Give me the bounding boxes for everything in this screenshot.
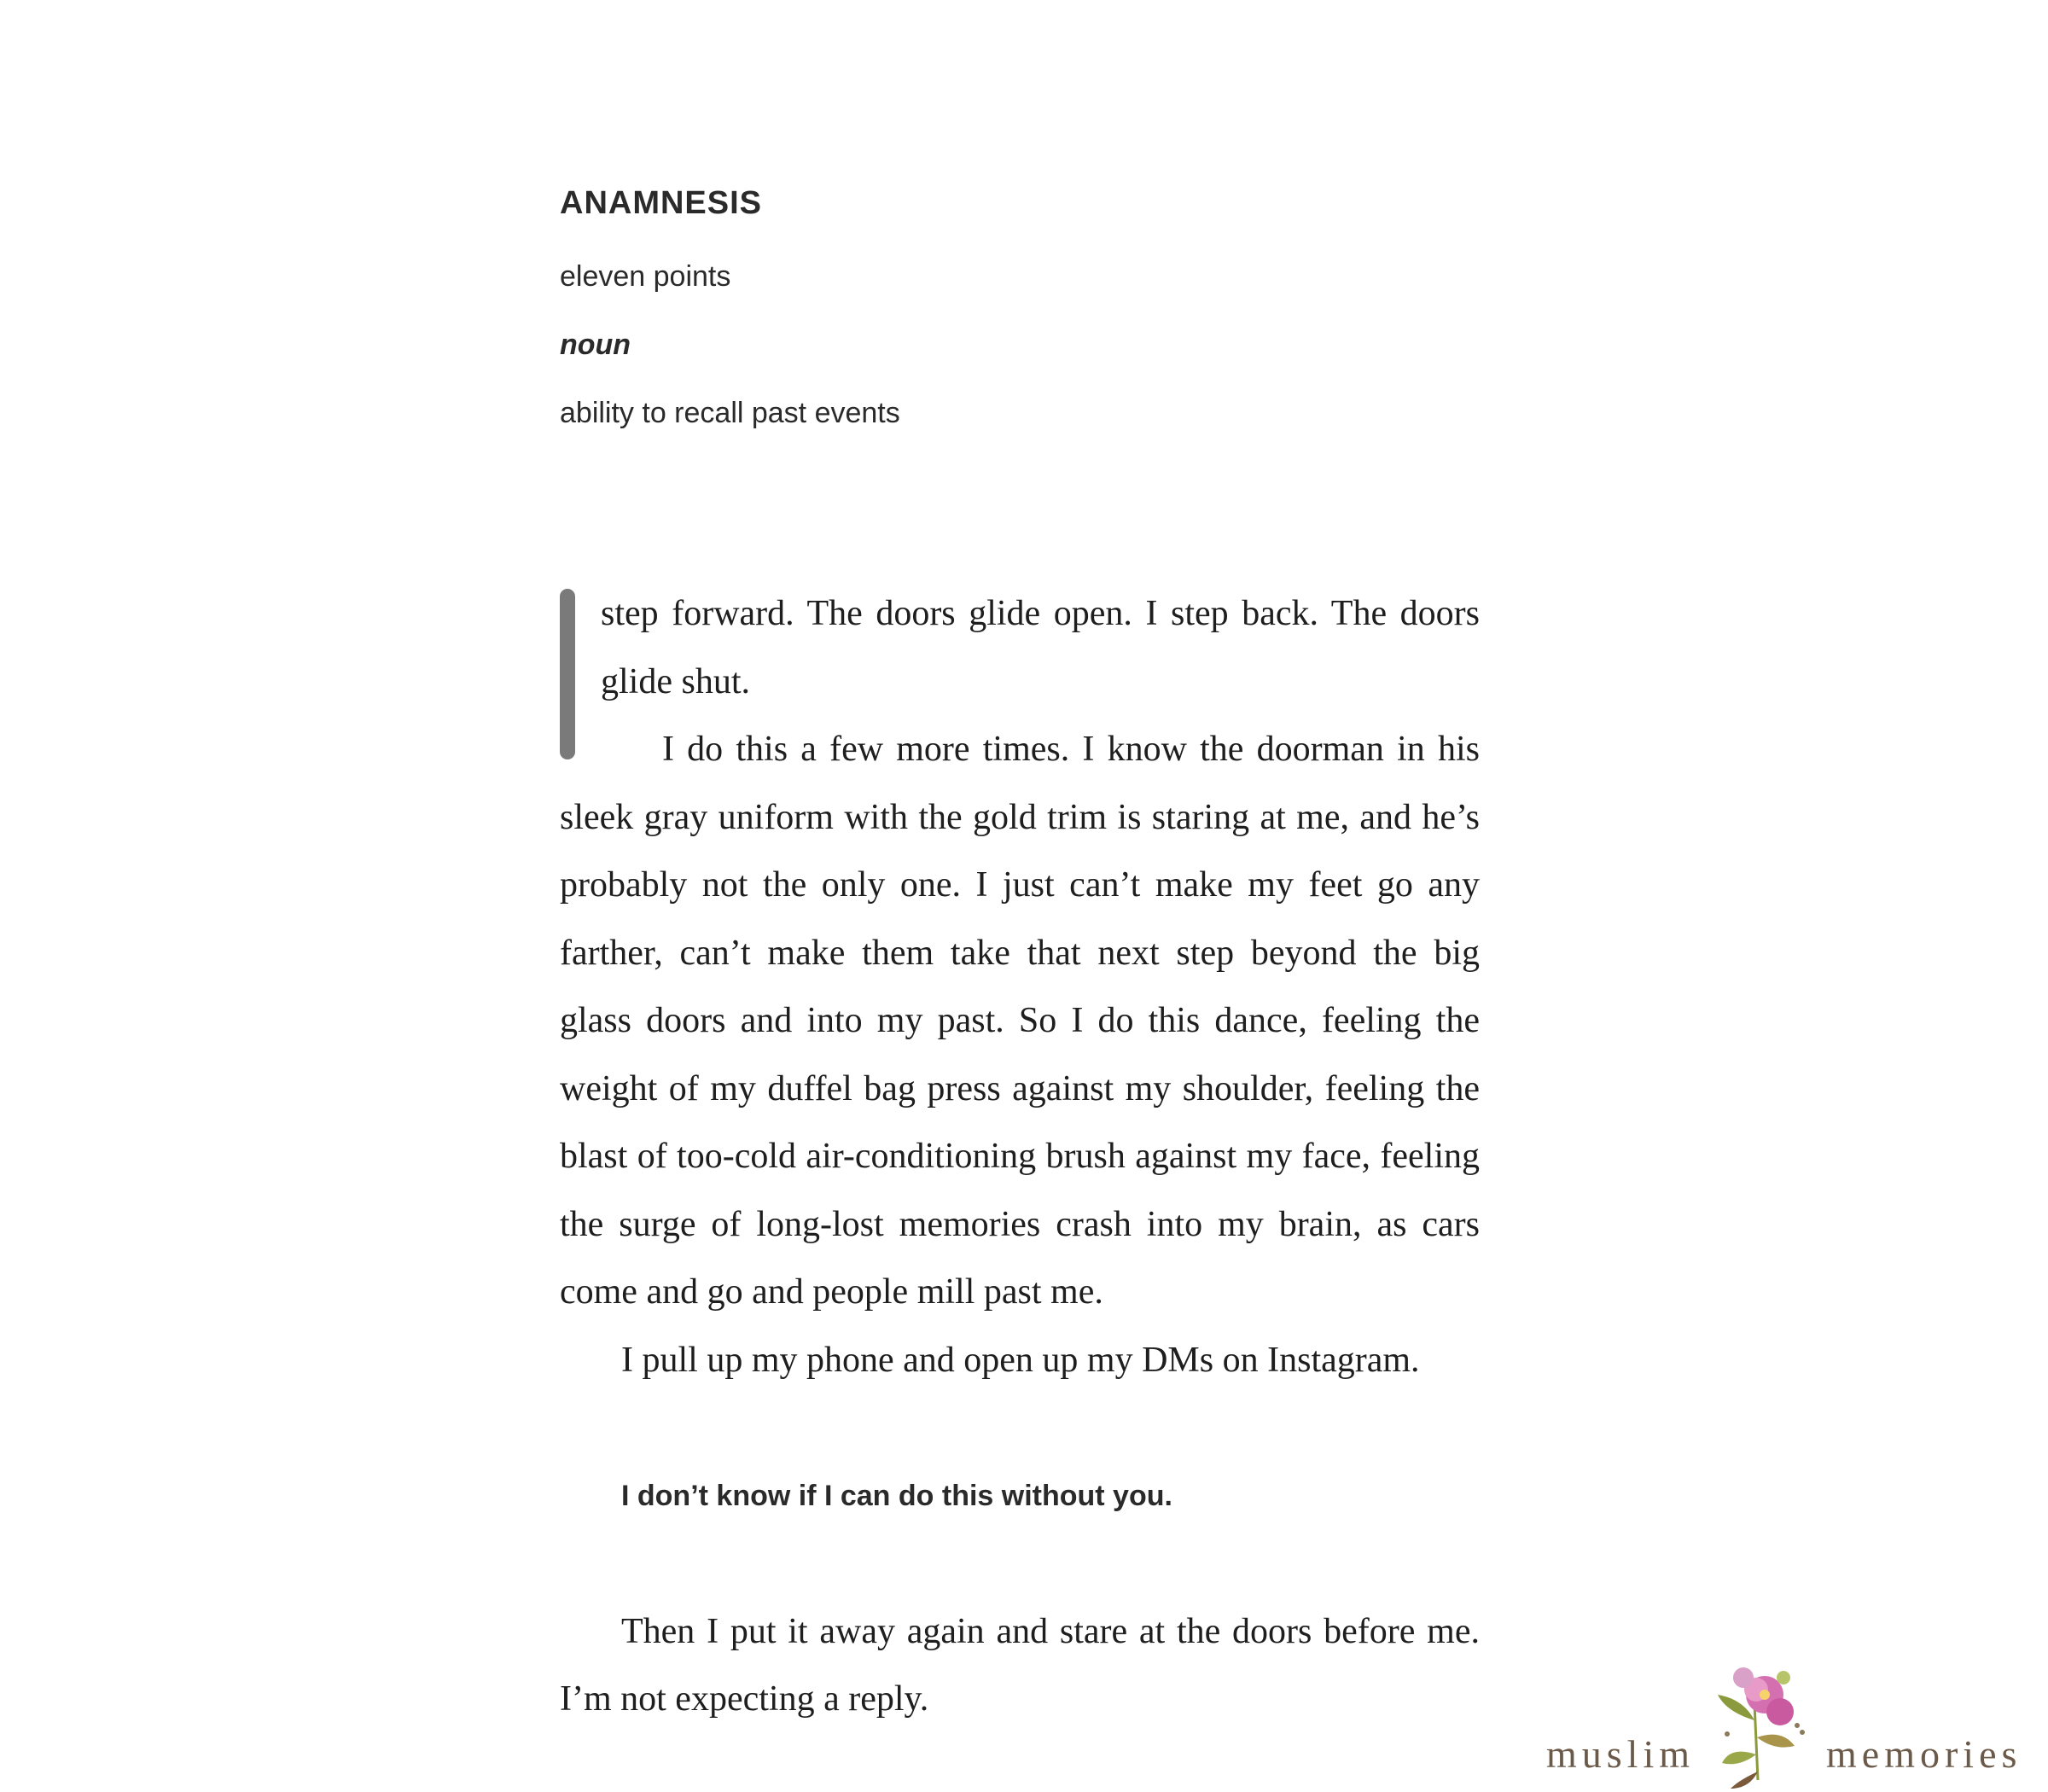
dictionary-entry <box>560 181 1498 430</box>
floral-bouquet-icon <box>1705 1652 1816 1792</box>
entry-points: eleven points <box>560 260 731 293</box>
part-of-speech: noun <box>560 329 631 361</box>
dm-message: I don’t know if I can do this without you. <box>621 1479 1172 1512</box>
prose-body <box>560 580 1480 1734</box>
paragraph-3: I pull up my phone and open up my DMs on Instagram. <box>621 1340 1420 1380</box>
headword: ANAMNESIS <box>560 185 763 221</box>
paragraph-2 <box>560 716 1480 1327</box>
watermark-word-left: muslim <box>1546 1732 1696 1776</box>
definition: ability to recall past events <box>560 397 900 429</box>
paragraph-2-text: I do this a few more times. I know the doorman in his sleek gray uniform with the gold trim is staring at me, and he’s probably not the only one. I just can’t make my feet go any farther, can’t make them take that next step beyond the big glass doors and into my past. So I do this dance, feeling the weight of my duffel bag press against my shoulder, feeling the blast of too-cold air-conditioning brush against my face, feeling the surge of long-lost memories crash into my brain, as cars come and go and people mill past me. <box>560 730 1480 1312</box>
drop-cap <box>560 589 575 759</box>
watermark-word-right: memories <box>1826 1732 2022 1776</box>
opening-paragraph <box>560 580 1480 716</box>
paragraph-4: Then I put it away again and stare at the doors before me. I’m not expecting a reply. <box>560 1611 1480 1719</box>
watermark-logo <box>1536 1652 2048 1792</box>
paragraph-1: step forward. The doors glide open. I step back. The doors glide shut. <box>601 594 1480 701</box>
